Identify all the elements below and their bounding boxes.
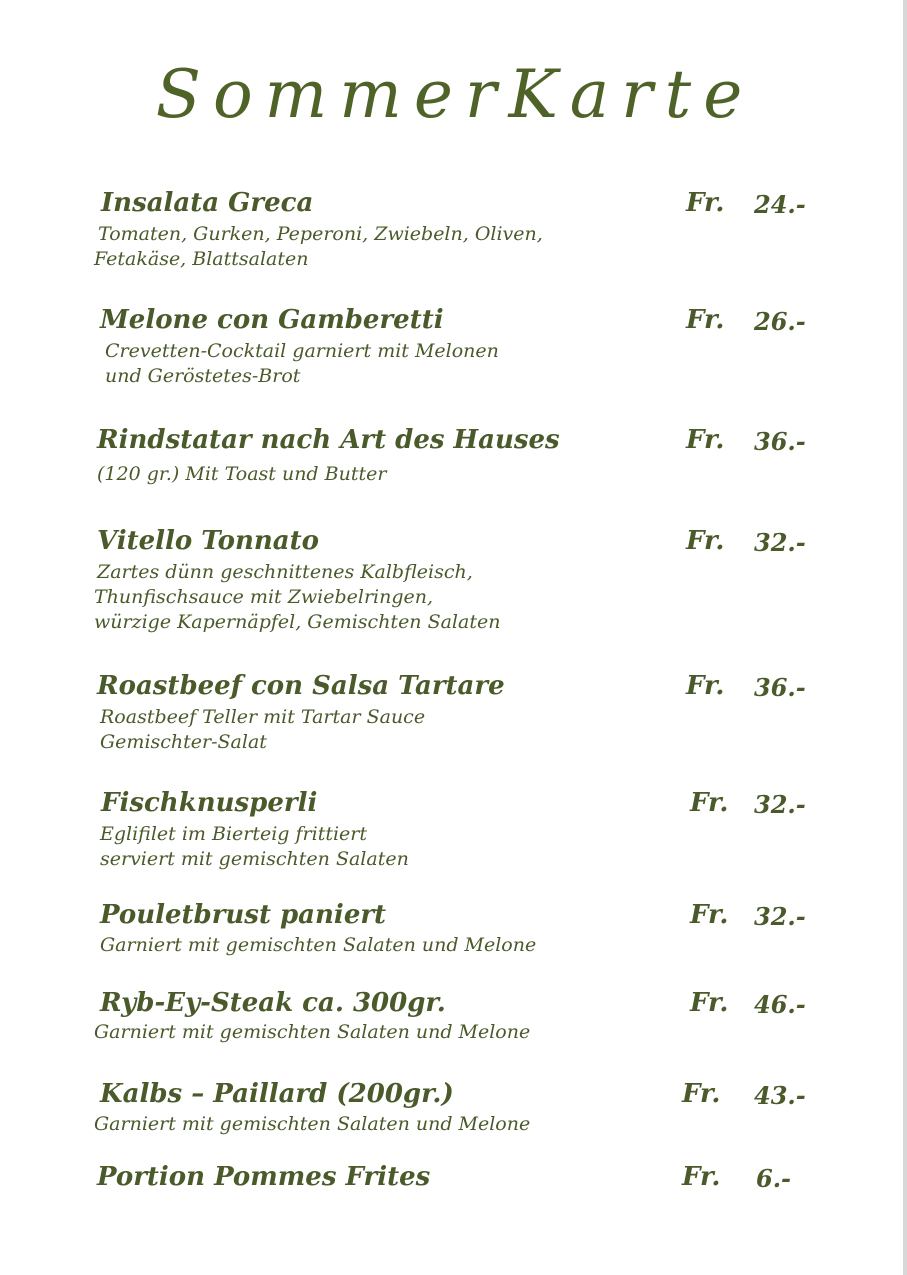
item-name: Insalata Greca: [101, 188, 314, 218]
item-description-line: Tomaten, Gurken, Peperoni, Zwiebeln, Oliven,: [98, 223, 543, 245]
item-name: Kalbs – Paillard (200gr.): [100, 1079, 454, 1109]
item-description-line: Eglifilet im Bierteig frittiert: [100, 823, 368, 845]
item-currency: Fr.: [686, 425, 725, 455]
item-name: Rindstatar nach Art des Hauses: [97, 425, 560, 455]
item-price: 26.-: [754, 307, 806, 336]
item-currency: Fr.: [682, 1162, 721, 1192]
item-price: 32.-: [754, 528, 806, 557]
item-name: Portion Pommes Frites: [97, 1162, 431, 1192]
item-name: Ryb-Ey-Steak ca. 300gr.: [100, 988, 446, 1018]
item-description-line: (120 gr.) Mit Toast und Butter: [97, 463, 387, 485]
item-price: 36.-: [754, 427, 806, 456]
item-currency: Fr.: [686, 671, 725, 701]
item-name: Vitello Tonnato: [97, 526, 320, 556]
item-name: Melone con Gamberetti: [100, 305, 444, 335]
item-price: 32.-: [754, 790, 806, 819]
item-currency: Fr.: [686, 305, 725, 335]
item-currency: Fr.: [686, 188, 725, 218]
item-description-line: und Geröstetes-Brot: [105, 365, 301, 387]
item-description-line: Zartes dünn geschnittenes Kalbfleisch,: [97, 561, 473, 583]
item-price: 36.-: [754, 673, 806, 702]
item-description-line: Fetakäse, Blattsalaten: [94, 248, 309, 270]
item-description-line: Garniert mit gemischten Salaten und Melone: [94, 1021, 531, 1043]
item-currency: Fr.: [690, 788, 729, 818]
item-currency: Fr.: [682, 1079, 721, 1109]
item-name: Roastbeef con Salsa Tartare: [97, 671, 505, 701]
item-price: 46.-: [754, 990, 806, 1019]
item-name: Fischknusperli: [101, 788, 318, 818]
item-currency: Fr.: [690, 988, 729, 1018]
item-description-line: Crevetten-Cocktail garniert mit Melonen: [105, 340, 499, 362]
item-name: Pouletbrust paniert: [100, 900, 387, 930]
item-description-line: serviert mit gemischten Salaten: [100, 848, 409, 870]
item-description-line: Garniert mit gemischten Salaten und Melone: [100, 934, 537, 956]
item-description-line: würzige Kapernäpfel, Gemischten Salaten: [94, 611, 501, 633]
item-currency: Fr.: [690, 900, 729, 930]
item-price: 24.-: [754, 190, 806, 219]
item-description-line: Gemischter-Salat: [100, 731, 267, 753]
item-price: 6.-: [756, 1164, 792, 1193]
item-currency: Fr.: [686, 526, 725, 556]
page-edge-divider: [903, 0, 907, 1275]
item-price: 32.-: [754, 902, 806, 931]
page-title: SommerKarte: [155, 56, 755, 133]
item-description-line: Roastbeef Teller mit Tartar Sauce: [100, 706, 426, 728]
item-description-line: Thunfischsauce mit Zwiebelringen,: [94, 586, 434, 608]
item-price: 43.-: [754, 1081, 806, 1110]
item-description-line: Garniert mit gemischten Salaten und Melone: [94, 1113, 531, 1135]
